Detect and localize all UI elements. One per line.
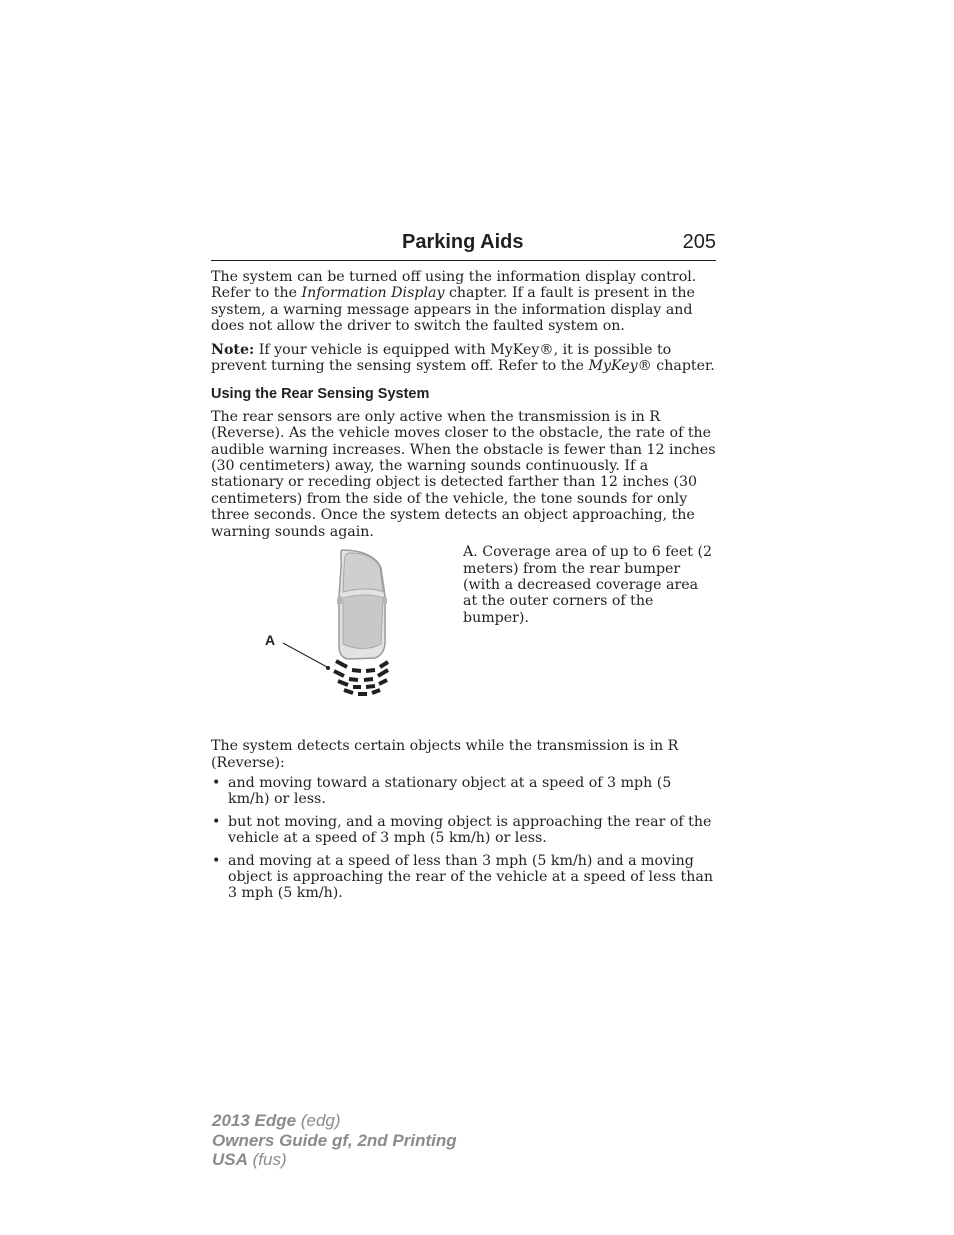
intro-text-1: The system can be turned off using the information display control. Refer to the — [211, 269, 697, 302]
note-paragraph — [211, 342, 716, 375]
footer-line-market — [212, 1150, 457, 1170]
bullet-icon: • — [212, 852, 221, 869]
page-number: 205 — [682, 231, 716, 253]
callout-line — [283, 643, 327, 667]
page-title: Parking Aids — [402, 231, 524, 253]
footer-model-code: (edg) — [296, 1111, 341, 1130]
note-label: Note: — [211, 341, 255, 358]
page-footer — [212, 1111, 457, 1170]
mykey-ref: MyKey® — [588, 358, 652, 375]
bullet-icon: • — [212, 774, 221, 791]
list-item — [211, 775, 716, 808]
footer-line-model — [212, 1111, 457, 1131]
detection-intro: The system detects certain objects while the transmission is in R (Reverse): — [211, 738, 679, 771]
list-item-text: but not moving, and a moving object is approaching the rear of the vehicle at a speed of 3 mph (5 km/h) or less. — [228, 813, 712, 847]
figure-caption: A. Coverage area of up to 6 feet (2 meters) from the rear bumper (with a decreased coverage area at the outer corners of the bumper). — [463, 544, 713, 626]
footer-market: USA — [212, 1150, 248, 1169]
callout-label-a: A — [265, 632, 276, 649]
intro-paragraph — [211, 269, 716, 335]
intro-text-2: chapter. If a fault is present in the system, a warning message appears in the information display and does not allow the driver to switch the faulted system on. — [211, 285, 695, 335]
page-header — [211, 228, 716, 261]
footer-market-code: (fus) — [247, 1150, 287, 1169]
footer-model: 2013 Edge — [212, 1111, 297, 1130]
list-item — [211, 853, 716, 902]
page-body — [211, 269, 716, 908]
footer-guide: Owners Guide gf, 2nd Printing — [212, 1130, 457, 1150]
list-item-text: and moving toward a stationary object at a speed of 3 mph (5 km/h) or less. — [228, 774, 672, 808]
callout-dot — [326, 666, 330, 670]
list-item-text: and moving at a speed of less than 3 mph (5 km/h) and a moving object is approaching the rear of the vehicle at a speed of less than 3 mph (5 km/h). — [228, 852, 713, 902]
footer-line-guide — [212, 1131, 457, 1151]
vehicle-coverage-illustration — [211, 546, 451, 716]
detection-list — [211, 775, 716, 902]
note-text-1: If your vehicle is equipped with MyKey®, it is possible to prevent turning the sensing system off. Refer to the — [211, 341, 672, 375]
note-text-2: chapter. — [651, 358, 715, 375]
rear-sensing-figure — [211, 546, 716, 716]
coverage-area-arcs — [334, 661, 388, 694]
list-item — [211, 814, 716, 847]
information-display-ref: Information Display — [301, 285, 445, 302]
bullet-icon: • — [212, 813, 221, 830]
section-heading: Using the Rear Sensing System — [211, 386, 430, 403]
section-paragraph: The rear sensors are only active when the transmission is in R (Reverse). As the vehicle moves closer to the obstacle, the rate of the audible warning increases. When the obstacle is fewer than 12 inches (30 centimeters) away, the warning sounds continuously. If a stationary or receding object is detected farther than 12 inches (30 centimeters) from the side of the vehicle, the tone sounds for only three seconds. Once the system detects an object approaching, the warning sounds again. — [211, 408, 716, 540]
